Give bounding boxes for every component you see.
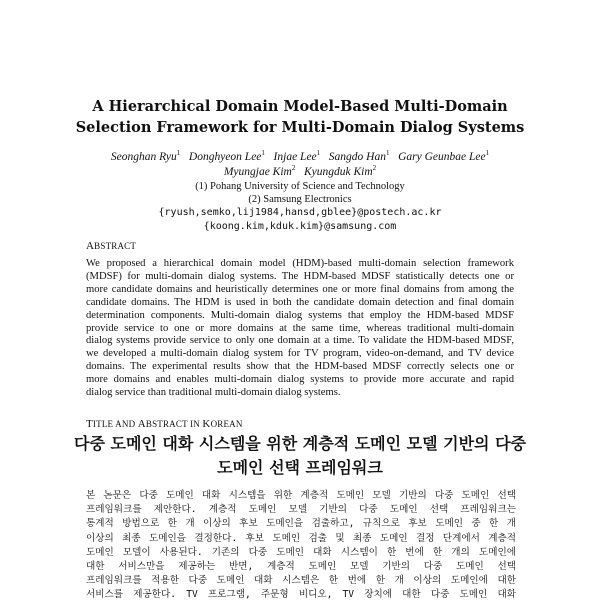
author-affiliation-mark: 1	[485, 149, 490, 158]
heading-part: BSTRACT IN	[145, 419, 203, 429]
heading-part: ITLE AND	[92, 419, 138, 429]
abstract-line: We proposed a hierarchical domain model (HDM)-based multi-domain selection framework	[86, 258, 514, 269]
author-name: Seonghan Ryu	[110, 151, 177, 163]
heading-initial: A	[86, 240, 95, 252]
author-affiliation-mark: 1	[316, 149, 321, 158]
author-affiliation-mark: 1	[176, 149, 181, 158]
abstract-line: more domains and enables multi-domain dialog systems to provide more accurate and rapid	[86, 374, 514, 386]
author-affiliation-mark: 1	[261, 149, 265, 158]
paper-title-line-2: Selection Framework for Multi-Domain Dialog Systems	[75, 119, 525, 136]
korean-abstract-line: 통계적 방법으로 한 개 이상의 후보 도메인을 검출하고, 규칙으로 후보 도메인 중 한 개	[86, 518, 516, 530]
author-affiliation-mark: 1	[385, 149, 390, 158]
korean-title-line-2: 도메인 선택 프레임워크	[217, 458, 383, 477]
abstract-heading	[86, 240, 136, 252]
korean-title	[60, 432, 540, 480]
author-email-1: {ryush,semko,lij1984,hansd,gblee}@postech.ac.kr	[158, 207, 442, 218]
author-affiliation-mark: 2	[372, 164, 377, 173]
abstract-line: more candidate domains and heuristically determines one or more final domains from among the	[86, 283, 514, 295]
korean-title-line-1: 다중 도메인 대화 시스템을 위한 계층적 도메인 모델 기반의 다중	[74, 434, 526, 453]
heading-initial: T	[86, 418, 93, 430]
korean-abstract-text	[86, 489, 516, 603]
korean-abstract-line: 도메인 모델이 사용된다. 기존의 다중 도메인 대화 시스템이 한 번에 한 개의 도메인에	[86, 546, 516, 558]
author-line-2	[30, 165, 570, 180]
korean-section-heading	[86, 418, 243, 430]
abstract-line: we developed a multi-domain dialog system for TV program, video-on-demand, and TV device	[86, 348, 514, 360]
author-name: Injae Lee	[273, 151, 317, 163]
abstract-line: (MDSF) for multi-domain dialog systems. The HDM-based MDSF statistically detects one or	[86, 270, 514, 282]
abstract-line: dialog systems provide service to only one domain at a time. To validate the HDM-based MDSF,	[86, 335, 514, 347]
paper-title	[40, 96, 560, 138]
author-name: Kyungduk Kim	[303, 166, 373, 178]
author-line-1	[30, 150, 570, 165]
korean-abstract-line: 프레임워크를 적용한 다중 도메인 대화 시스템은 한 번에 한 개 이상의 도메인에 대한	[86, 575, 516, 587]
korean-abstract-line: 프레임워크를 제안한다. 계층적 도메인 모델 기반의 다중 도메인 선택 프레임워크는	[86, 504, 516, 516]
author-name: Gary Geunbae Lee	[398, 151, 486, 163]
abstract-line: determination components. Multi-domain dialog systems that employ the HDM-based MDSF	[86, 309, 514, 321]
korean-abstract-line: 대한 서비스만을 제공하는 반면, 계층적 도메인 모델 기반의 다중 도메인 선택	[86, 561, 516, 573]
heading-initial: K	[202, 418, 211, 430]
heading-initial: A	[137, 418, 146, 430]
heading-part: OREAN	[210, 419, 243, 429]
abstract-line: domains. The experimental results show that the HDM-based MDSF correctly selects one or	[86, 361, 514, 373]
korean-abstract-line: 이상의 최종 도메인을 결정한다. 후보 도메인 검출 및 최종 도메인 결정 단계에서 계층적	[86, 532, 516, 544]
korean-abstract-line: 본 논문은 다중 도메인 대화 시스템을 위한 계층적 도메인 모델 기반의 다중 도메인 선택	[86, 490, 516, 501]
abstract-line: provide service to one or more domains at the same time, whereas traditional multi-domain	[86, 322, 514, 334]
author-email-2: {koong.kim,kduk.kim}@samsung.com	[203, 221, 397, 232]
author-list	[30, 150, 570, 180]
author-affiliation-mark: 2	[291, 164, 296, 173]
abstract-line: dialog service than traditional multi-domain dialog systems.	[86, 387, 341, 399]
affiliation-2: (2) Samsung Electronics	[248, 194, 352, 205]
author-name: Donghyeon Lee	[188, 151, 262, 163]
abstract-text	[86, 258, 514, 400]
heading-rest: BSTRACT	[94, 241, 137, 251]
author-name: Sangdo Han	[328, 151, 386, 163]
abstract-line: candidate domains. The HDM is used in both the candidate domain detection and final domain	[86, 296, 514, 308]
paper-title-line-1: A Hierarchical Domain Model-Based Multi-Domain	[92, 98, 508, 115]
affiliation-1: (1) Pohang University of Science and Technology	[195, 181, 405, 192]
korean-abstract-line: 서비스를 제공한다. TV 프로그램, 주문형 비디오, TV 장치에 대한 다중 도메인 대화	[86, 589, 516, 601]
author-name: Myungjae Kim	[223, 166, 292, 178]
